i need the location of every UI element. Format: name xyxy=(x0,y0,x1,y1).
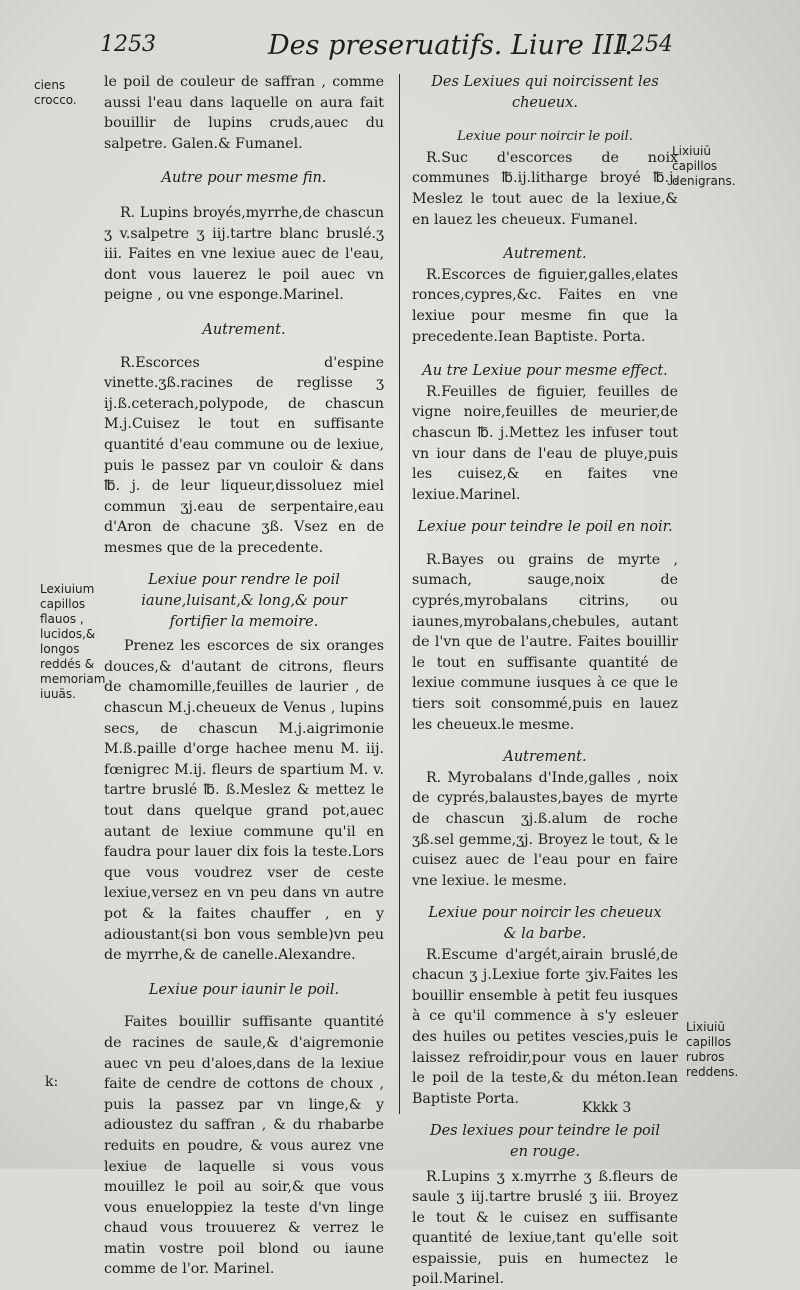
paragraph: R. Lupins broyés,myrrhe,de chascun ʒ v.salpetre ʒ iij.tartre blanc bruslé.ʒ iii. Faites en vne lexiue auec de l'eau, dont vous lauerez le poil auec vn peigne , ou vne esponge.Marinel. xyxy=(104,203,384,306)
section-heading: Lexiue pour teindre le poil en noir. xyxy=(412,517,678,538)
margin-note: Lixiuiū capillos denigrans. xyxy=(672,144,748,189)
running-header xyxy=(0,28,800,68)
section-heading: Lexiue pour noircir les cheueux & la barbe. xyxy=(412,903,678,944)
right-column xyxy=(412,72,678,1290)
paragraph: R. Myrobalans d'Inde,galles , noix de cyprés,balaustes,bayes de myrte de chascun ʒj.ß.alum de roche ʒß.sel gemme,ʒj. Broyez le tout, & le cuisez auec de l'eau pour en faire vne lexiue. le mesme. xyxy=(412,768,678,892)
section-heading: Lexiue pour noircir le poil. xyxy=(412,127,678,148)
section-heading: Autrement. xyxy=(104,320,384,341)
chapter-heading: Des Lexiues qui noircissent les cheueux. xyxy=(412,72,678,113)
stain-mark: k: xyxy=(45,1074,58,1090)
paragraph: Prenez les escorces de six oranges douces,& d'autant de citrons, fleurs de chamomille,feuilles de laurier , de chascun M.j.cheueux de Venus , lupins secs, de chascun M.j.aigrimonie M.ß.paille d'orge hachee menu M. iij. fœnigrec M.ij. fleurs de spartium M. v. tartre bruslé ℔. ß.Meslez & mettez le tout dans quelque grand pot,auec autant de lexiue commune qu'il en faudra pour lauer dix fois la teste.Lors que vous voudrez vser de ceste lexiue,versez en vn peu dans vn autre pot & la faites chauffer , en y adioustant(si bon vous semble)vn peu de myrrhe,& de canelle.Alexandre. xyxy=(104,636,384,966)
section-heading: Au tre Lexiue pour mesme effect. xyxy=(412,361,678,382)
paragraph: R.Lupins ʒ x.myrrhe ʒ ß.fleurs de saule ʒ iij.tartre bruslé ʒ iii. Broyez le tout & le cuisez en suffisante quantité de lexiue,tant qu'elle soit espaissie, puis en humectez le poil.Marinel. xyxy=(412,1167,678,1290)
margin-note: Lexiuium capillos flauos , lucidos,& longos reddés & memoriam iuuās. xyxy=(40,582,110,702)
page-number-right: 1254 xyxy=(617,32,673,57)
paragraph: R.Feuilles de figuier, feuilles de vigne noire,feuilles de meurier,de chascun ℔. j.Mettez les infuser tout vn iour dans de l'eau de pluye,puis les cuisez,& en faites vne lexiue.Marinel. xyxy=(412,382,678,506)
column-divider xyxy=(399,74,400,1114)
paragraph: R.Bayes ou grains de myrte , sumach, sauge,noix de cyprés,myrobalans citrins, ou iaunes,myrobalans,chebules, autant de l'vn que de l'autre. Faites bouillir le tout en suffisante quantité de lexiue commune iusques à ce que le tiers soit consommé,puis en lauez les cheueux.le mesme. xyxy=(412,550,678,735)
section-heading: Autre pour mesme fin. xyxy=(104,168,384,189)
margin-note: Lixiuiū capillos rubros reddens. xyxy=(686,1020,756,1080)
section-heading: Lexiue pour iaunir le poil. xyxy=(104,980,384,1001)
section-heading: Lexiue pour rendre le poil iaune,luisant,& long,& pour fortifier la memoire. xyxy=(104,570,384,632)
left-column xyxy=(104,72,384,1280)
section-heading: Autrement. xyxy=(412,244,678,265)
section-heading: Autrement. xyxy=(412,747,678,768)
signature-mark: Kkkk 3 xyxy=(582,1100,631,1116)
paragraph: R.Escorces d'espine vinette.ʒß.racines de reglisse ʒ ij.ß.ceterach,polypode, de chascun M.j.Cuisez le tout en suffisante quantité d'eau commune ou de lexiue, puis le passez par vn couloir & dans ℔. j. de leur liqueur,dissoluez miel commun ʒj.eau de serpentaire,eau d'Aron de chacune ʒß. Vsez en de mesmes que de la precedente. xyxy=(104,353,384,559)
page-number-left: 1253 xyxy=(100,32,156,57)
paragraph: R.Suc d'escorces de noix communes ℔.ij.litharge broyé ℔.j. Meslez le tout auec de la lexiue,& en lauez les cheueux. Fumanel. xyxy=(412,148,678,230)
running-title: Des preseruatifs. Liure III. xyxy=(268,30,633,61)
paragraph: R.Escume d'argét,airain bruslé,de chacun ʒ j.Lexiue forte ʒiv.Faites les bouillir ensemble à petit feu iusques à ce qu'il commence à s'y esleuer des huiles ou petites vescies,puis le laissez refroidir,pour vous en lauer le poil de la teste,& du méton.Iean Baptiste Porta. xyxy=(412,945,678,1110)
paragraph: R.Escorces de figuier,galles,elates ronces,cypres,&c. Faites en vne lexiue pour mesme fin que la precedente.Iean Baptiste. Porta. xyxy=(412,265,678,347)
paragraph: Faites bouillir suffisante quantité de racines de saule,& d'aigremonie auec vn peu d'aloes,dans de la lexiue faite de cendre de cottons de choux , puis la passez par vn linge,& y adioustez du saffran , & du rhabarbe reduits en poudre, & vous aurez vne lexiue de laquelle si vous vous mouillez le poil au soir,& que vous vous enueloppiez la teste d'vn linge chaud vous trouuerez & verrez le matin vostre poil blond ou iaune comme de l'or. Marinel. xyxy=(104,1012,384,1280)
section-heading: Des lexiues pour teindre le poil en rouge. xyxy=(412,1121,678,1162)
paragraph: le poil de couleur de saffran , comme aussi l'eau dans laquelle on aura fait bouillir de lupins cruds,auec du salpetre. Galen.& Fumanel. xyxy=(104,72,384,154)
margin-note: ciens crocco. xyxy=(34,78,96,108)
